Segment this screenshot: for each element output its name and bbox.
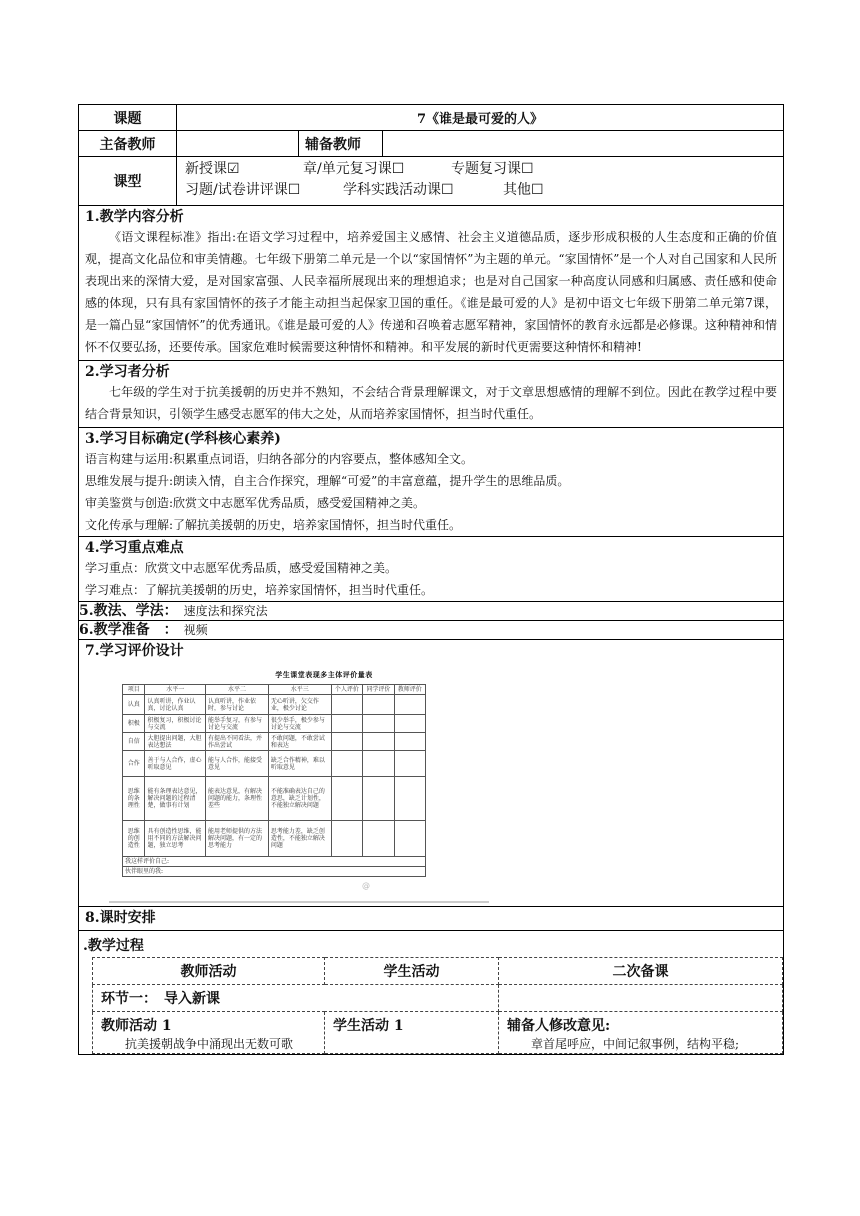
eval-header: 水平三 [268, 685, 331, 695]
section-6-title: 6.教学准备 ： [79, 622, 178, 638]
section-evaluation-design [79, 640, 784, 907]
eval-cell: 无心听讲，欠交作业，极少讨论 [268, 695, 331, 715]
section-4-title: 4.学习重点难点 [85, 540, 184, 556]
eval-cell: 认真 [123, 695, 145, 715]
eval-cell: 能与人合作，能接受意见 [206, 751, 269, 777]
section-2-title: 2.学习者分析 [85, 364, 170, 380]
section-1-title: 1.教学内容分析 [85, 209, 184, 225]
eval-cell: 能有条理表达意见，解决问题的过程清楚，做事有计划 [145, 777, 206, 821]
eval-cell: 不敢问题，不敢尝试和表达 [268, 733, 331, 751]
eval-header: 水平二 [206, 685, 269, 695]
teacher-activity-text: 抗美援朝战争中涌现出无数可歌 [125, 1037, 294, 1051]
segment-1-label: 环节一： 导入新课 [93, 985, 499, 1012]
eval-table [122, 684, 426, 877]
eval-blank-cell [394, 751, 425, 777]
key-point-line: 学习重点：欣赏文中志愿军优秀品质，感受爱国精神之美。 [85, 561, 398, 575]
col-student-activity: 学生活动 [325, 958, 499, 985]
section-learner-analysis [79, 361, 784, 428]
eval-cell: 积极 [123, 715, 145, 733]
eval-blank-cell [363, 777, 394, 821]
eval-blank-cell [363, 715, 394, 733]
watermark: @ [362, 881, 370, 890]
section-7-title: 7.学习评价设计 [85, 643, 184, 659]
type-option-unit-review: 章/单元复习课☐ [303, 161, 405, 177]
section-preparation [79, 621, 784, 640]
goal-line: 文化传承与理解:了解抗美援朝的历史，培养家国情怀，担当时代重任。 [85, 518, 462, 532]
section-2-text: 七年级的学生对于抗美援朝的历史并不熟知，不会结合背景理解课文，对于文章思想感情的理解不到位。因此在教学过程中要结合背景知识，引领学生感受志愿军的伟大之处，从而培养家国情怀，担当时代重任。 [85, 385, 778, 421]
eval-cell: 能举手复习，有参与讨论与交流 [206, 715, 269, 733]
section-schedule [79, 907, 784, 931]
eval-blank-cell [331, 777, 362, 821]
section-3-title: 3.学习目标确定(学科核心素养) [85, 431, 281, 447]
section-5-value: 速度法和探究法 [183, 604, 268, 618]
eval-table-title: 学生课堂表现多主体评价量表 [275, 670, 373, 679]
assist-opinion-text: 章首尾呼应，中间记叙事例，结构平稳; [531, 1037, 740, 1051]
evaluation-scale-image [109, 670, 534, 900]
topic-label: 课题 [79, 105, 177, 131]
section-1-text: 《语文课程标准》指出:在语文学习过程中，培养爱国主义感情、社会主义道德品质，逐步形成积极的人生态度和正确的价值观，提高文化品位和审美情趣。七年级下册第二单元是一个以“家国情怀”为主题的单元。“家国情怀”是一个人对自己国家和人民所表现出来的深情大爱，是对国家富强、人民幸福所展现出来的理想追求；也是对自己国家一种高度认同感和归属感、责任感和使命感的体现，只有具有家国情怀的孩子才能主动担当起保家卫国的重任。《谁是最可爱的人》是初中语文七年级下册第二单元第7课，是一篇凸显“家国情怀”的优秀通讯。《谁是最可爱的人》传递和召唤着志愿军精神，家国情怀的教育永远都是必修课。这种精神和情怀不仅要弘扬，还要传承。国家危难时候需要这种情怀和精神。和平发展的新时代更需要这种情怀和精神! [85, 230, 778, 354]
eval-blank-cell [331, 695, 362, 715]
main-teacher-value [177, 131, 299, 157]
type-option-other: 其他☐ [503, 182, 544, 198]
lesson-plan-page [78, 104, 783, 1055]
section-methods [79, 602, 784, 621]
eval-blank-cell [394, 821, 425, 857]
eval-header: 同学评价 [363, 685, 394, 695]
process-title: .教学过程 [83, 938, 144, 954]
eval-cell: 认真听讲，作业认真，讨论认真 [145, 695, 206, 715]
eval-header: 个人评价 [331, 685, 362, 695]
eval-cell: 认真听讲，作业依时，参与讨论 [206, 695, 269, 715]
assist-teacher-label: 辅备教师 [299, 131, 383, 157]
goal-line: 语言构建与运用:积累重点词语，归纳各部分的内容要点，整体感知全文。 [85, 452, 474, 466]
assist-teacher-value [383, 131, 784, 157]
type-option-topic-review: 专题复习课☐ [451, 161, 534, 177]
eval-cell: 缺乏合作精神，难以听取意见 [268, 751, 331, 777]
eval-cell: 不能准确表达自己的意思，缺乏计划性，不能独立解决问题 [268, 777, 331, 821]
eval-cell: 合作 [123, 751, 145, 777]
section-8-title: 8.课时安排 [85, 910, 156, 926]
type-option-practice: 学科实践活动课☐ [343, 182, 454, 198]
key-point-line: 学习难点：了解抗美援朝的历史，培养家国情怀，担当时代重任。 [85, 583, 434, 597]
eval-blank-cell [363, 695, 394, 715]
eval-cell: 善于与人合作，虚心听取意见 [145, 751, 206, 777]
image-bottom-edge [109, 901, 489, 903]
eval-blank-cell [363, 821, 394, 857]
eval-blank-cell [394, 715, 425, 733]
eval-blank-cell [363, 733, 394, 751]
eval-cell: 思考能力差，缺乏创造性，不能独立解决问题 [268, 821, 331, 857]
eval-cell: 很少举手，极少参与讨论与交流 [268, 715, 331, 733]
eval-cell: 大胆提出问题，大胆表达想法 [145, 733, 206, 751]
eval-blank-cell [394, 733, 425, 751]
col-second-prep: 二次备课 [499, 958, 783, 985]
section-key-points [79, 537, 784, 602]
eval-cell: 思维的创造性 [123, 821, 145, 857]
lesson-type-options [177, 157, 784, 206]
eval-cell: 思维的条理性 [123, 777, 145, 821]
student-activity-label: 学生活动 1 [325, 1012, 499, 1054]
goal-line: 审美鉴赏与创造:欣赏文中志愿军优秀品质，感受爱国精神之美。 [85, 496, 426, 510]
eval-blank-cell [363, 751, 394, 777]
eval-blank-cell [394, 777, 425, 821]
goal-line: 思维发展与提升:朗读入情，自主合作探究，理解“可爱”的丰富意蕴，提升学生的思维品质。 [85, 474, 570, 488]
lesson-plan-table [78, 104, 784, 1055]
assist-opinion-label: 辅备人修改意见: [507, 1018, 611, 1034]
eval-blank-cell [331, 751, 362, 777]
eval-blank-cell [331, 733, 362, 751]
eval-footer-self: 我这样评价自己: [123, 857, 426, 867]
type-option-exercise: 习题/试卷讲评课☐ [185, 182, 301, 198]
section-content-analysis [79, 206, 784, 361]
eval-header: 项目 [123, 685, 145, 695]
eval-cell: 有提出不同看法，并作出尝试 [206, 733, 269, 751]
topic-value: 7《谁是最可爱的人》 [177, 105, 784, 131]
eval-blank-cell [331, 821, 362, 857]
section-learning-goals [79, 428, 784, 537]
type-option-new: 新授课☑ [185, 161, 240, 177]
assist-opinion-cell [499, 1012, 783, 1054]
eval-footer-peer: 伙伴眼里的我: [123, 867, 426, 877]
section-teaching-process [79, 931, 784, 1055]
col-teacher-activity: 教师活动 [93, 958, 325, 985]
eval-cell: 能用老师提供的方法解决问题，有一定的思考能力 [206, 821, 269, 857]
eval-blank-cell [394, 695, 425, 715]
eval-cell: 自信 [123, 733, 145, 751]
eval-header: 教师评价 [394, 685, 425, 695]
teacher-activity-cell [93, 1012, 325, 1054]
teacher-activity-label: 教师活动 1 [101, 1018, 172, 1034]
segment-1-blank [499, 985, 783, 1012]
section-6-value: 视频 [183, 623, 208, 637]
eval-cell: 具有创造性思维，能用不同的方法解决问题，独立思考 [145, 821, 206, 857]
section-5-title: 5.教法、学法： [79, 603, 178, 619]
main-teacher-label: 主备教师 [79, 131, 177, 157]
process-table [92, 957, 783, 1054]
eval-cell: 积极复习，积极讨论与交流 [145, 715, 206, 733]
eval-blank-cell [331, 715, 362, 733]
eval-cell: 能表达意见，有解决问题的能力，条理性差些 [206, 777, 269, 821]
eval-header: 水平一 [145, 685, 206, 695]
type-label: 课型 [79, 157, 177, 206]
